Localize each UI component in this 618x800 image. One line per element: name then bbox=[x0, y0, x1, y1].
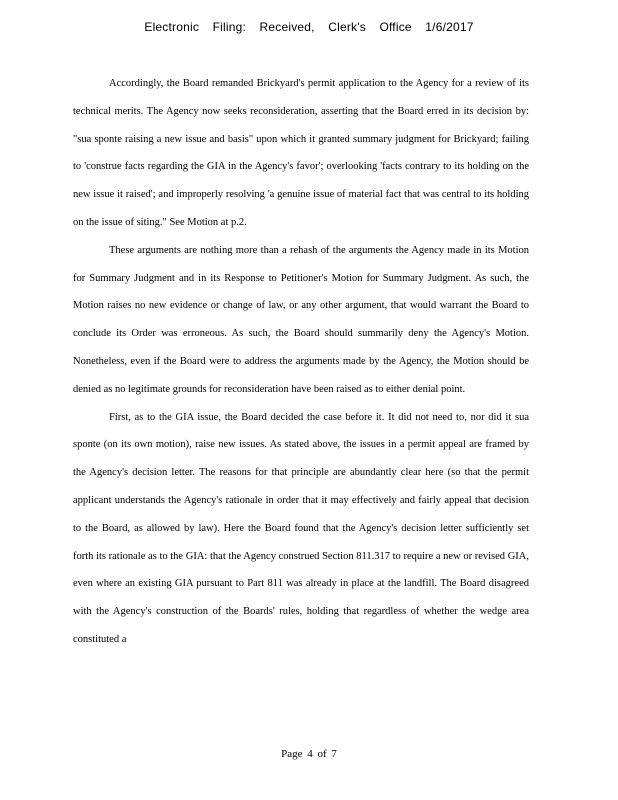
paragraph-gia-issue: First, as to the GIA issue, the Board decided the case before it. It did not need to, nor did it sua sponte (on its own motion), raise new issues. As stated above, the issues in a permit appeal are framed by the Agency's decision letter. The reasons for that principle are abundantly clear here (so that the permit applicant understands the Agency's rationale in order that it may effectively and fairly appeal that decision to the Board, as allowed by law). Here the Board found that the Agency's decision letter sufficiently set forth its rationale as to the GIA: that the Agency construed Section 811.317 to require a new or revised GIA, even where an existing GIA pursuant to Part 811 was already in place at the landfill. The Board disagreed with the Agency's construction of the Boards' rules, holding that regardless of whether the wedge area constituted a bbox=[73, 411, 529, 645]
paragraph-remand: Accordingly, the Board remanded Brickyard's permit application to the Agency for a review of its technical merits. The Agency now seeks reconsideration, asserting that the Board erred in its decision by: "sua sponte raising a new issue and basis" upon which it granted summary judgment for Brickyard; failing to 'construe facts regarding the GIA in the Agency's favor'; overlooking 'facts contrary to its holding on the new issue it raised'; and improperly resolving 'a genuine issue of material fact that was central to its holding on the issue of siting." See Motion at p.2. bbox=[73, 78, 529, 228]
document-body bbox=[73, 70, 529, 654]
paragraph-rehash-arguments: These arguments are nothing more than a rehash of the arguments the Agency made in its Motion for Summary Judgment and in its Response to Petitioner's Motion for Summary Judgment. As such, the Motion raises no new evidence or change of law, or any other argument, that would warrant the Board to conclude its Order was erroneous. As such, the Board should summarily deny the Agency's Motion. Nonetheless, even if the Board were to address the arguments made by the Agency, the Motion should be denied as no legitimate grounds for reconsideration have been raised as to either denial point. bbox=[73, 244, 529, 395]
page-number: Page 4 of 7 bbox=[281, 748, 337, 760]
electronic-filing-header: Electronic Filing: Received, Clerk's Office 1/6/2017 bbox=[144, 20, 474, 34]
